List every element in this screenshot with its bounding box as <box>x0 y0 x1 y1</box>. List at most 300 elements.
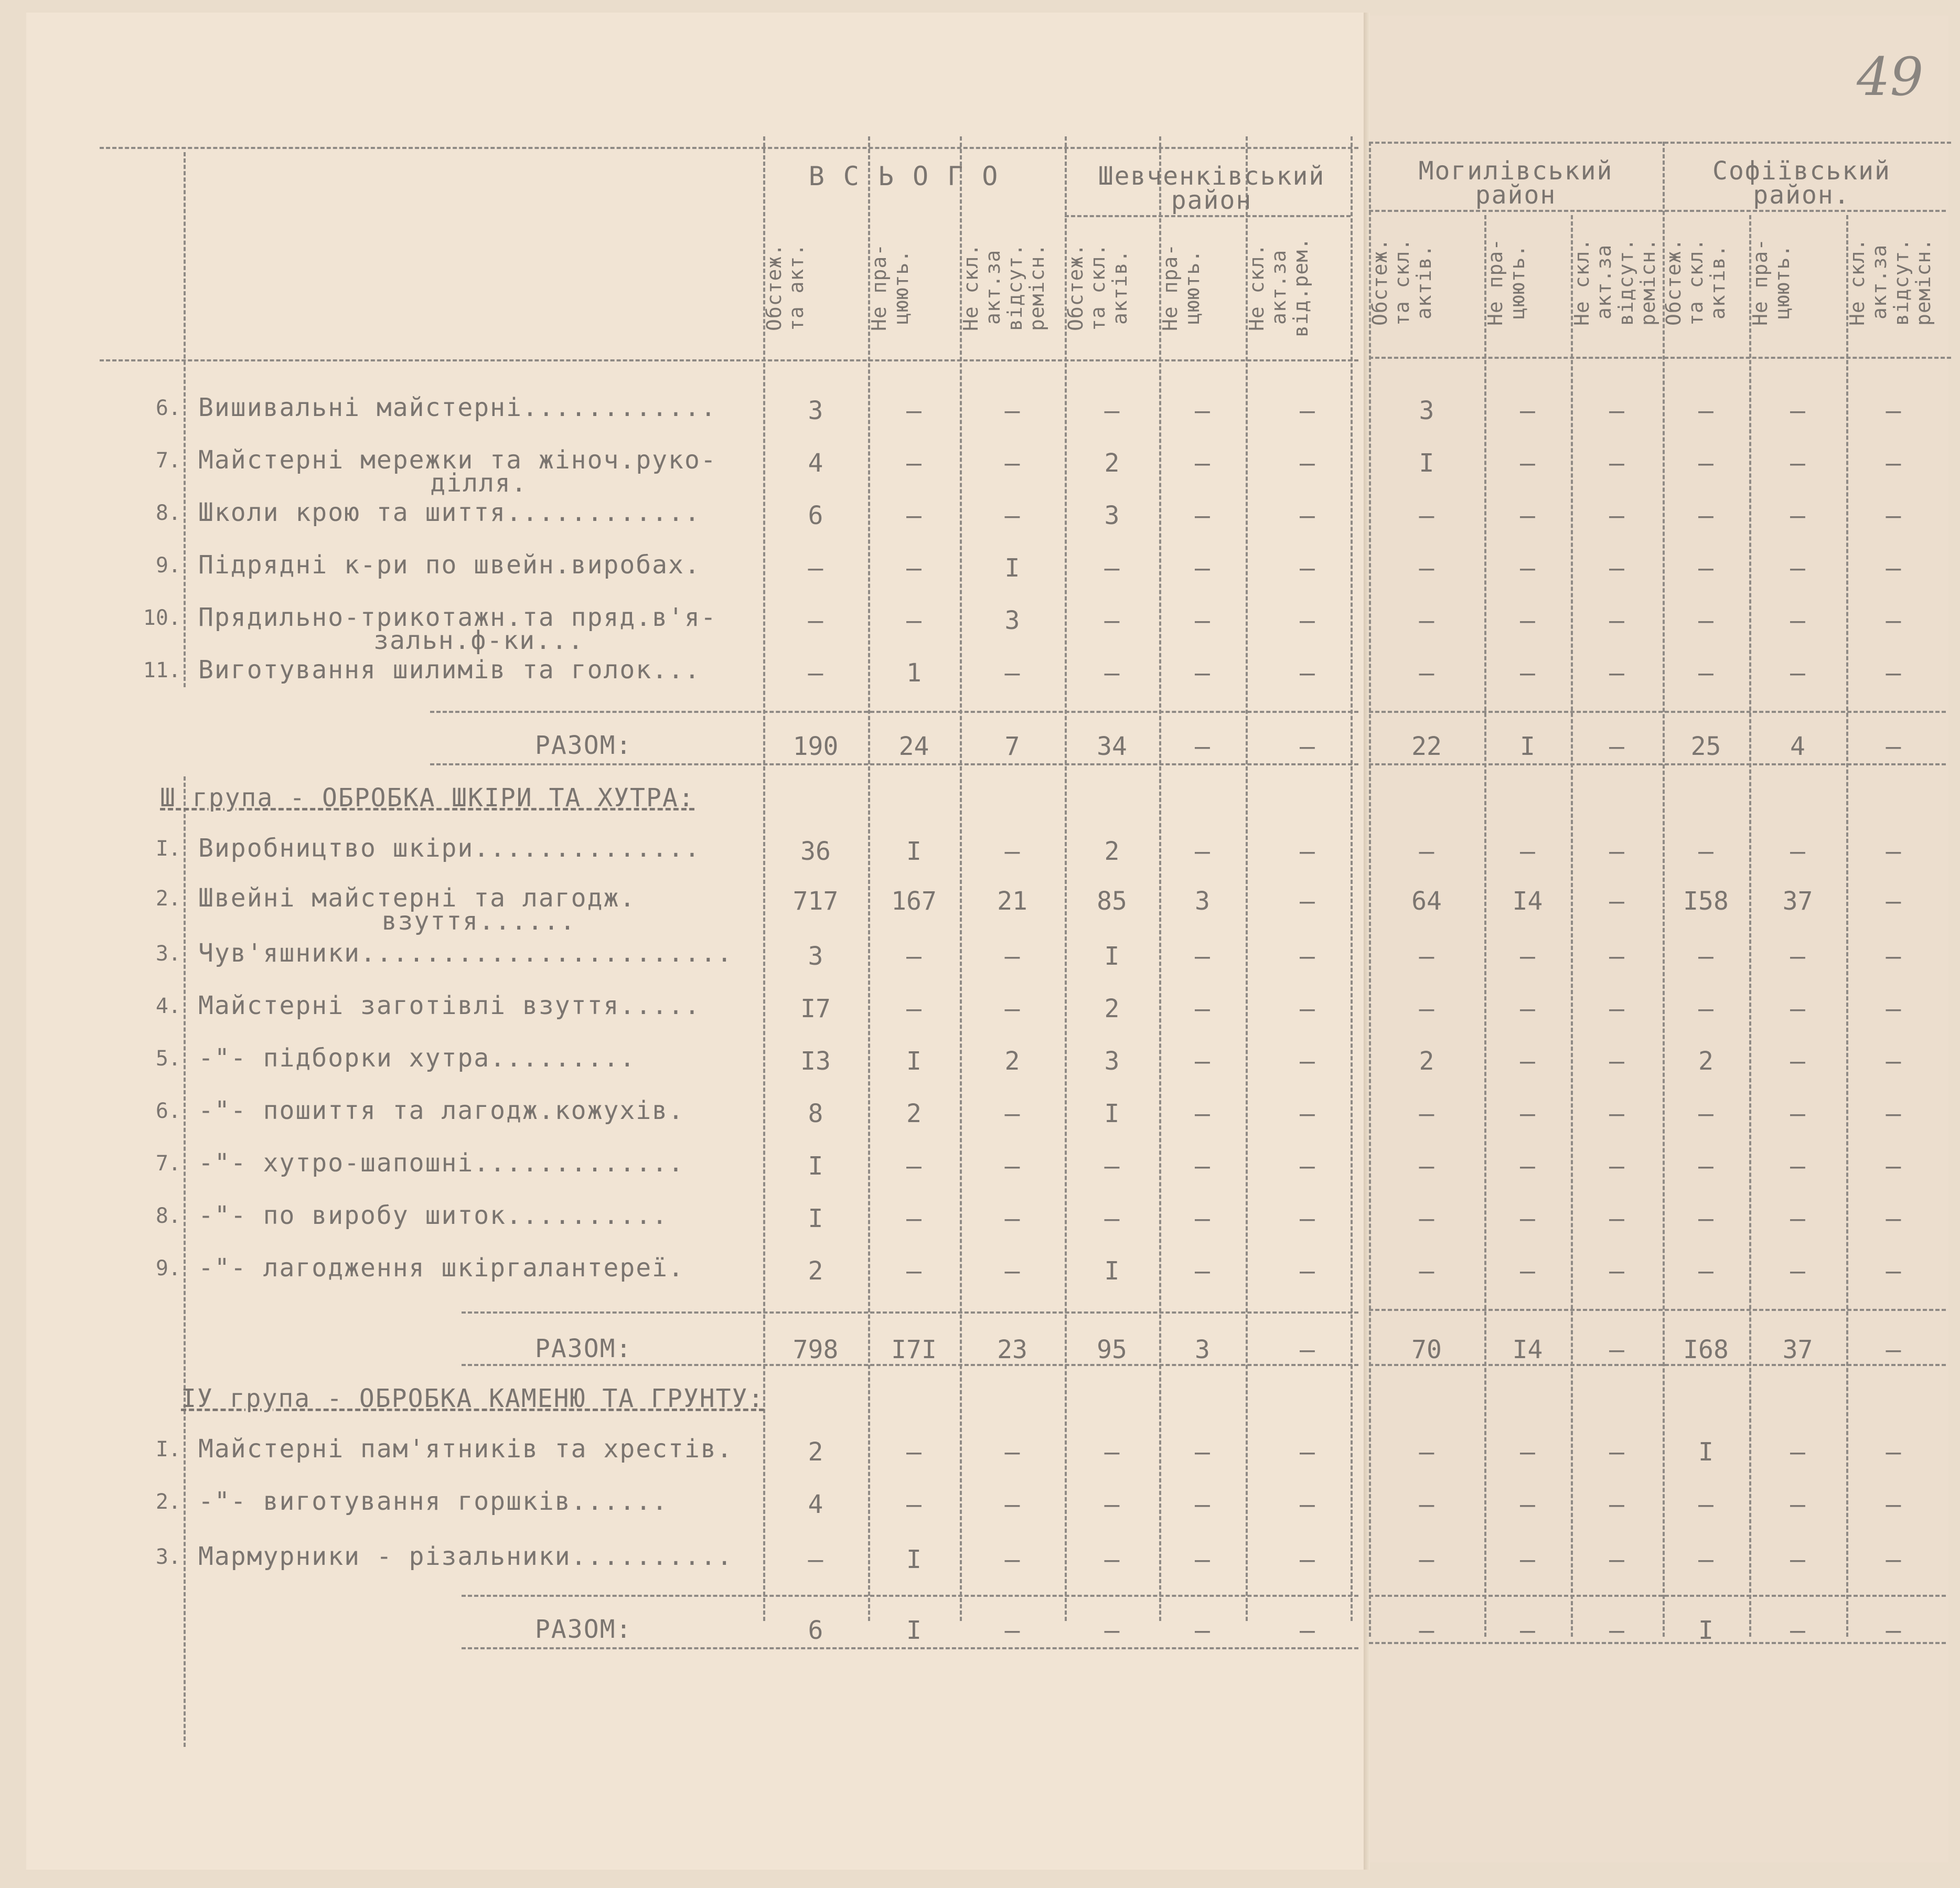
row-b2-col-10: I58 <box>1683 887 1729 916</box>
row-b7-col-4: – <box>1104 1151 1120 1181</box>
row-a5-col-1: – <box>808 606 823 635</box>
row-b4-col-2: – <box>906 994 922 1023</box>
row-c2-label: -"- виготування горшків...... <box>198 1487 669 1516</box>
row-b5-col-6: – <box>1300 1047 1315 1076</box>
row-b6-col-6: – <box>1300 1099 1315 1128</box>
row-a1-col-8: – <box>1520 396 1535 425</box>
row-b4-col-1: I7 <box>800 994 831 1023</box>
row-a6-col-9: – <box>1609 658 1624 688</box>
row-b1-label: Виробництво шкіри.............. <box>198 834 701 863</box>
row-b7-col-5: – <box>1195 1151 1210 1181</box>
row-b9-col-12: – <box>1886 1256 1901 1286</box>
row-a1-col-3: – <box>1004 396 1020 425</box>
row-a3-label: Школи крою та шиття............ <box>198 498 701 527</box>
row-a1-col-9: – <box>1609 396 1624 425</box>
total4-col-7: – <box>1419 1616 1434 1645</box>
row-b8-col-9: — <box>1609 1204 1624 1233</box>
total1-bottom-r <box>1369 763 1946 765</box>
row-a4-col-4: – <box>1104 553 1120 583</box>
row-b4-col-8: – <box>1520 994 1535 1023</box>
header-sof-1: Софіївський <box>1712 156 1891 186</box>
total3-col-3: 23 <box>997 1335 1027 1364</box>
row-b3-col-1: 3 <box>808 942 823 971</box>
total4-top <box>462 1595 1358 1597</box>
row-a6-col-10: – <box>1698 658 1713 688</box>
right-column-vline-1 <box>1571 215 1573 1637</box>
row-c1-col-4: – <box>1104 1437 1120 1467</box>
row-a4-col-2: – <box>906 553 922 583</box>
total4-col-4: – <box>1104 1616 1120 1645</box>
total3-col-5: 3 <box>1195 1335 1210 1364</box>
row-b3-col-8: – <box>1520 942 1535 971</box>
row-c2-col-9: – <box>1609 1490 1624 1519</box>
subheader-col-7: Обстеж. та скл. актів. <box>1368 238 1436 326</box>
row-c1-col-8: – <box>1520 1437 1535 1467</box>
row-a2-col-8: – <box>1520 449 1535 478</box>
row-c3-col-11: – <box>1790 1545 1805 1574</box>
row-b7-col-8: – <box>1520 1151 1535 1181</box>
row-b6-col-9: – <box>1609 1099 1624 1128</box>
subheader-col-3: Не скл. акт.за відсут. ремісн. <box>959 243 1048 332</box>
row-b7-col-3: – <box>1004 1151 1020 1181</box>
header-shev-2: район <box>1171 186 1252 215</box>
row-c1-col-9: – <box>1609 1437 1624 1467</box>
row-b2-col-1: 717 <box>792 887 839 916</box>
row-a1-col-12: – <box>1886 396 1901 425</box>
row-b3-col-12: – <box>1886 942 1901 971</box>
row-a2-col-12: – <box>1886 449 1901 478</box>
row-b1-col-3: – <box>1004 837 1020 866</box>
total3-col-7: 70 <box>1411 1335 1442 1364</box>
row-b8-col-5: – <box>1195 1204 1210 1233</box>
row-a6-col-3: – <box>1004 658 1020 688</box>
row-b1-col-9: – <box>1609 837 1624 866</box>
total4-col-5: – <box>1195 1616 1210 1645</box>
total4-label: РАЗОМ: <box>535 1615 633 1644</box>
row-a4-number: 9. <box>155 553 181 578</box>
row-b6-col-1: 8 <box>808 1099 823 1128</box>
row-b9-col-2: – <box>906 1256 922 1286</box>
row-b8-col-4: – <box>1104 1204 1120 1233</box>
row-b4-col-3: – <box>1004 994 1020 1023</box>
total4-top-r <box>1369 1595 1946 1597</box>
row-b1-col-11: – <box>1790 837 1805 866</box>
row-c2-col-7: – <box>1419 1490 1434 1519</box>
row-c1-label: Майстерні пам'ятників та хрестів. <box>198 1434 733 1464</box>
row-c2-number: 2. <box>155 1490 181 1514</box>
header-bottom-line <box>100 359 1358 361</box>
total4-col-8: – <box>1520 1616 1535 1645</box>
total1-col-3: 7 <box>1004 732 1020 761</box>
row-a5-col-8: – <box>1520 606 1535 635</box>
row-a6-col-7: – <box>1419 658 1434 688</box>
row-b3-col-6: – <box>1300 942 1315 971</box>
row-c2-col-8: – <box>1520 1490 1535 1519</box>
row-b6-col-12: – <box>1886 1099 1901 1128</box>
row-a2-col-9: – <box>1609 449 1624 478</box>
subheader-col-5: Не пра- цюють. <box>1159 243 1204 332</box>
total1-label: РАЗОМ: <box>535 731 633 760</box>
row-b5-col-12: – <box>1886 1047 1901 1076</box>
total4-col-1: 6 <box>808 1616 823 1645</box>
total3-col-12: – <box>1886 1335 1901 1364</box>
row-b9-col-5: – <box>1195 1256 1210 1286</box>
row-b8-col-11: – <box>1790 1204 1805 1233</box>
row-a1-col-11: – <box>1790 396 1805 425</box>
row-c1-number: I. <box>155 1437 181 1462</box>
row-b2-label-cont: взуття...... <box>381 906 576 936</box>
row-b7-col-1: I <box>808 1151 823 1181</box>
row-a2-col-10: – <box>1698 449 1713 478</box>
row-b7-col-11: – <box>1790 1151 1805 1181</box>
row-c2-col-3: – <box>1004 1490 1020 1519</box>
row-b2-col-3: 21 <box>997 887 1027 916</box>
row-c3-col-1: – <box>808 1545 823 1574</box>
header-top-line-right <box>1369 142 1951 144</box>
row-c3-label: Мармурники - різальники.......... <box>198 1542 733 1571</box>
row-a6-col-6: – <box>1300 658 1315 688</box>
row-c3-col-9: – <box>1609 1545 1624 1574</box>
row-a3-number: 8. <box>155 501 181 525</box>
row-b9-label: -"- лагодження шкіргалантереї. <box>198 1253 684 1283</box>
row-c3-col-8: – <box>1520 1545 1535 1574</box>
row-a5-col-6: – <box>1300 606 1315 635</box>
row-b2-col-6: – <box>1300 887 1315 916</box>
subheader-col-6: Не скл. акт.за від.рем. <box>1245 237 1312 338</box>
column-vline-4 <box>1159 136 1161 1621</box>
row-c1-col-10: I <box>1698 1437 1713 1467</box>
row-a3-col-6: – <box>1300 501 1315 530</box>
row-a6-col-2: 1 <box>906 658 922 688</box>
row-b8-col-7: – <box>1419 1204 1434 1233</box>
row-a2-col-7: I <box>1419 449 1434 478</box>
row-b7-number: 7. <box>155 1151 181 1176</box>
row-b1-col-5: – <box>1195 837 1210 866</box>
row-a4-col-5: – <box>1195 553 1210 583</box>
total1-col-8: I <box>1520 732 1535 761</box>
header-vsogo: ВСЬОГО <box>808 161 1017 191</box>
column-vline-5 <box>1246 136 1248 1621</box>
row-a2-col-11: – <box>1790 449 1805 478</box>
row-b8-col-6: – <box>1300 1204 1315 1233</box>
row-a1-col-6: – <box>1300 396 1315 425</box>
row-a2-number: 7. <box>155 449 181 473</box>
row-a5-col-3: 3 <box>1004 606 1020 635</box>
row-b9-col-8: – <box>1520 1256 1535 1286</box>
row-b1-col-6: – <box>1300 837 1315 866</box>
row-a3-col-11: – <box>1790 501 1805 530</box>
row-b5-col-5: – <box>1195 1047 1210 1076</box>
subheader-col-2: Не пра- цюють. <box>867 243 913 332</box>
row-b1-col-10: – <box>1698 837 1713 866</box>
total4-col-12: – <box>1886 1616 1901 1645</box>
total4-col-6: – <box>1300 1616 1315 1645</box>
group4-title: IУ група - ОБРОБКА КАМЕНЮ ТА ГРУНТУ: <box>181 1384 765 1413</box>
row-b8-label: -"- по виробу шиток.......... <box>198 1201 669 1230</box>
row-a1-col-1: 3 <box>808 396 823 425</box>
subheader-col-12: Не скл. акт.за відсут. ремісн. <box>1846 238 1935 326</box>
header-shev-1: Шевченківський <box>1098 162 1325 191</box>
row-b7-col-10: – <box>1698 1151 1713 1181</box>
row-b7-col-2: – <box>906 1151 922 1181</box>
row-b9-col-7: – <box>1419 1256 1434 1286</box>
total1-col-9: – <box>1609 732 1624 761</box>
right-column-vline-2 <box>1749 215 1751 1637</box>
row-a3-col-7: – <box>1419 501 1434 530</box>
row-a1-col-4: – <box>1104 396 1120 425</box>
header-mogil-1: Могилівський <box>1418 156 1613 186</box>
row-a2-col-1: 4 <box>808 449 823 478</box>
row-b2-number: 2. <box>155 887 181 911</box>
row-b1-col-2: I <box>906 837 922 866</box>
row-b6-col-5: – <box>1195 1099 1210 1128</box>
row-a3-col-3: – <box>1004 501 1020 530</box>
row-b5-number: 5. <box>155 1047 181 1071</box>
total3-label: РАЗОМ: <box>535 1334 633 1363</box>
row-b6-col-4: I <box>1104 1099 1120 1128</box>
row-c1-col-2: – <box>906 1437 922 1467</box>
row-b1-col-8: – <box>1520 837 1535 866</box>
row-b7-col-6: – <box>1300 1151 1315 1181</box>
total1-col-11: 4 <box>1790 732 1805 761</box>
row-a6-col-4: – <box>1104 658 1120 688</box>
row-c3-col-3: – <box>1004 1545 1020 1574</box>
row-c2-col-12: – <box>1886 1490 1901 1519</box>
row-a6-label: Виготування шилимів та голок... <box>198 655 701 685</box>
total4-col-2: I <box>906 1616 922 1645</box>
row-b5-col-7: 2 <box>1419 1047 1434 1076</box>
total1-col-7: 22 <box>1411 732 1442 761</box>
row-c3-col-2: I <box>906 1545 922 1574</box>
column-vline-6 <box>1351 136 1353 1621</box>
row-b9-col-3: – <box>1004 1256 1020 1286</box>
row-b4-col-5: – <box>1195 994 1210 1023</box>
total1-col-10: 25 <box>1690 732 1721 761</box>
row-a4-col-3: I <box>1004 553 1020 583</box>
row-b6-col-11: – <box>1790 1099 1805 1128</box>
row-c2-col-5: – <box>1195 1490 1210 1519</box>
row-b9-col-11: – <box>1790 1256 1805 1286</box>
row-b5-col-9: – <box>1609 1047 1624 1076</box>
row-b5-col-3: 2 <box>1004 1047 1020 1076</box>
row-a2-col-6: – <box>1300 449 1315 478</box>
header-mogil-2: район <box>1475 180 1557 210</box>
row-c2-col-10: – <box>1698 1490 1713 1519</box>
row-a2-col-4: 2 <box>1104 449 1120 478</box>
total3-col-8: I4 <box>1512 1335 1543 1364</box>
row-a5-col-11: – <box>1790 606 1805 635</box>
row-a4-label: Підрядні к-ри по швейн.виробах. <box>198 550 701 580</box>
total3-col-6: – <box>1300 1335 1315 1364</box>
row-b2-col-9: – <box>1609 887 1624 916</box>
page-number: 49 <box>1857 46 1924 108</box>
total1-col-1: 190 <box>792 732 839 761</box>
row-c3-col-10: – <box>1698 1545 1713 1574</box>
row-c1-col-5: – <box>1195 1437 1210 1467</box>
subheader-col-11: Не пра- цюють. <box>1749 238 1794 326</box>
row-b4-col-7: – <box>1419 994 1434 1023</box>
row-c3-col-12: – <box>1886 1545 1901 1574</box>
row-b5-col-4: 3 <box>1104 1047 1120 1076</box>
row-b6-label: -"- пошиття та лагодж.кожухів. <box>198 1096 684 1125</box>
row-b3-col-4: I <box>1104 942 1120 971</box>
row-b7-col-9: – <box>1609 1151 1624 1181</box>
row-a3-col-4: 3 <box>1104 501 1120 530</box>
row-a3-col-10: – <box>1698 501 1713 530</box>
row-a6-col-12: – <box>1886 658 1901 688</box>
row-b8-col-1: I <box>808 1204 823 1233</box>
right-column-vline-0 <box>1484 215 1486 1637</box>
row-a1-col-10: – <box>1698 396 1713 425</box>
row-a5-label: Прядильно-трикотажн.та пряд.в'я- <box>198 603 717 632</box>
row-a4-col-1: – <box>808 553 823 583</box>
row-b8-col-12: – <box>1886 1204 1901 1233</box>
row-b5-col-8: – <box>1520 1047 1535 1076</box>
row-a5-label-cont: зальн.ф-ки... <box>373 626 584 655</box>
row-b2-col-2: 167 <box>891 887 937 916</box>
row-b4-col-6: – <box>1300 994 1315 1023</box>
row-a2-label-cont: ділля. <box>430 468 528 498</box>
total3-col-1: 798 <box>792 1335 839 1364</box>
subheader-col-4: Обстеж. та скл. актів. <box>1064 243 1131 332</box>
row-b4-number: 4. <box>155 994 181 1018</box>
row-b9-col-4: I <box>1104 1256 1120 1286</box>
row-a4-col-12: – <box>1886 553 1901 583</box>
row-c1-col-11: – <box>1790 1437 1805 1467</box>
row-b7-col-7: – <box>1419 1151 1434 1181</box>
total3-col-10: I68 <box>1683 1335 1729 1364</box>
right-sub-line <box>1369 210 1946 212</box>
row-b1-col-1: 36 <box>800 837 831 866</box>
row-a5-col-10: – <box>1698 606 1713 635</box>
row-b5-col-11: – <box>1790 1047 1805 1076</box>
row-b3-number: 3. <box>155 942 181 966</box>
row-a5-col-5: – <box>1195 606 1210 635</box>
shev-sub-line <box>1065 215 1351 217</box>
row-a5-col-4: – <box>1104 606 1120 635</box>
row-b1-col-12: – <box>1886 837 1901 866</box>
row-a2-col-2: – <box>906 449 922 478</box>
row-b9-number: 9. <box>155 1256 181 1281</box>
header-top-line <box>100 147 1358 149</box>
row-a1-col-2: – <box>906 396 922 425</box>
row-b2-col-7: 64 <box>1411 887 1442 916</box>
column-vline-3 <box>1065 136 1067 1621</box>
row-a3-col-9: – <box>1609 501 1624 530</box>
row-a5-col-2: – <box>906 606 922 635</box>
subheader-col-9: Не скл. акт.за відсут. ремісн. <box>1570 238 1659 326</box>
row-b3-label: Чув'яшники....................... <box>198 938 733 968</box>
row-b2-col-11: 37 <box>1782 887 1813 916</box>
row-a3-col-2: – <box>906 501 922 530</box>
label-left-vline <box>184 152 186 687</box>
right-column-vline-3 <box>1846 215 1848 1637</box>
row-a4-col-10: – <box>1698 553 1713 583</box>
row-b1-number: I. <box>155 837 181 861</box>
row-b2-label: Швейні майстерні та лагодж. <box>198 883 636 913</box>
row-b3-col-10: – <box>1698 942 1713 971</box>
row-b5-col-2: I <box>906 1047 922 1076</box>
row-b4-col-11: – <box>1790 994 1805 1023</box>
row-b8-col-10: – <box>1698 1204 1713 1233</box>
row-a5-col-12: – <box>1886 606 1901 635</box>
row-a6-number: 11. <box>143 658 181 682</box>
row-a6-col-5: – <box>1195 658 1210 688</box>
row-c2-col-2: – <box>906 1490 922 1519</box>
total1-top-r <box>1369 711 1946 713</box>
header-sof-2: район. <box>1753 180 1850 210</box>
row-a1-col-5: – <box>1195 396 1210 425</box>
total1-col-6: – <box>1300 732 1315 761</box>
row-c2-col-6: – <box>1300 1490 1315 1519</box>
column-vline-1 <box>868 136 870 1621</box>
row-b4-col-9: – <box>1609 994 1624 1023</box>
row-c2-col-11: – <box>1790 1490 1805 1519</box>
total1-col-2: 24 <box>898 732 929 761</box>
row-a5-col-7: – <box>1419 606 1434 635</box>
row-b8-number: 8. <box>155 1204 181 1228</box>
total4-bottom <box>462 1647 1358 1649</box>
row-b8-col-3: – <box>1004 1204 1020 1233</box>
row-b3-col-11: – <box>1790 942 1805 971</box>
column-vline-2 <box>960 136 962 1621</box>
row-a2-col-5: – <box>1195 449 1210 478</box>
row-c3-col-5: – <box>1195 1545 1210 1574</box>
total3-col-2: I7I <box>891 1335 937 1364</box>
row-a1-col-7: 3 <box>1419 396 1434 425</box>
row-a4-col-6: – <box>1300 553 1315 583</box>
subheader-col-8: Не пра- цюють. <box>1484 238 1529 326</box>
row-a2-label: Майстерні мережки та жіноч.руко- <box>198 445 717 475</box>
row-b6-col-10: – <box>1698 1099 1713 1128</box>
row-b4-label: Майстерні заготівлі взуття..... <box>198 991 701 1020</box>
row-b1-col-7: – <box>1419 837 1434 866</box>
row-a5-col-9: – <box>1609 606 1624 635</box>
row-a6-col-1: – <box>808 658 823 688</box>
row-c3-col-4: – <box>1104 1545 1120 1574</box>
row-a5-number: 10. <box>143 606 181 630</box>
row-b7-col-12: – <box>1886 1151 1901 1181</box>
row-b2-col-4: 85 <box>1097 887 1127 916</box>
label-left-vline-2 <box>184 776 186 1747</box>
row-b3-col-2: – <box>906 942 922 971</box>
row-b3-col-7: – <box>1419 942 1434 971</box>
row-b9-col-6: – <box>1300 1256 1315 1286</box>
total1-bottom <box>430 763 1358 765</box>
total3-top <box>462 1311 1358 1314</box>
row-b4-col-10: – <box>1698 994 1713 1023</box>
row-b9-col-10: – <box>1698 1256 1713 1286</box>
total3-col-4: 95 <box>1097 1335 1127 1364</box>
row-a1-label: Вишивальні майстерні............ <box>198 393 717 422</box>
row-b7-label: -"- хутро-шапошні............. <box>198 1148 684 1178</box>
row-b2-col-8: I4 <box>1512 887 1543 916</box>
row-a1-number: 6. <box>155 396 181 420</box>
row-b9-col-1: 2 <box>808 1256 823 1286</box>
row-b3-col-9: – <box>1609 942 1624 971</box>
total3-col-9: – <box>1609 1335 1624 1364</box>
total1-col-4: 34 <box>1097 732 1127 761</box>
row-a3-col-5: – <box>1195 501 1210 530</box>
row-b4-col-12: – <box>1886 994 1901 1023</box>
row-b4-col-4: 2 <box>1104 994 1120 1023</box>
row-c3-col-6: – <box>1300 1545 1315 1574</box>
row-a4-col-9: – <box>1609 553 1624 583</box>
row-b6-col-2: 2 <box>906 1099 922 1128</box>
row-c1-col-3: – <box>1004 1437 1020 1467</box>
subheader-col-1: Обстеж. та акт. <box>763 243 808 332</box>
row-a6-col-8: – <box>1520 658 1535 688</box>
